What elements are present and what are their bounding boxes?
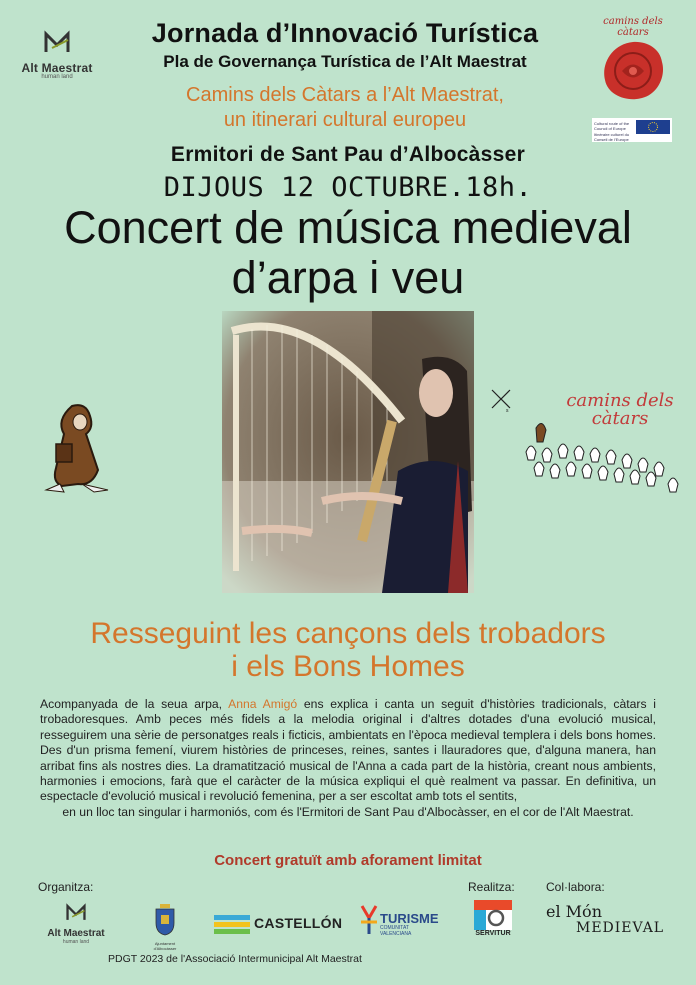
performer-name: Anna Amigó xyxy=(228,697,298,711)
monk-walking-icon xyxy=(42,400,112,496)
program-subtitle-line-2: i els Bons Homes xyxy=(231,650,465,683)
collaborator-label: Col·labora: xyxy=(546,880,605,894)
mon-medieval-line-1: el Món xyxy=(546,902,602,921)
route-line-1: Camins dels Càtars a l’Alt Maestrat, xyxy=(186,84,504,106)
description-closing: en un lloc tan singular i harmoniós, com és l'Ermitori de Sant Pau d'Albocàsser, en el cor de l'Alt Maestrat. xyxy=(62,804,634,819)
harpist-photo-image xyxy=(222,311,474,593)
svg-text:s: s xyxy=(506,408,509,412)
servitur-icon xyxy=(474,900,512,930)
free-admission-notice: Concert gratuït amb aforament limitat xyxy=(214,852,482,869)
event-date: DIJOUS 12 OCTUBRE.18h. xyxy=(163,172,533,203)
compass-icon xyxy=(488,386,514,412)
venue: Ermitori de Sant Pau d’Albocàsser xyxy=(170,143,526,166)
producer-label: Realitza: xyxy=(468,880,515,894)
albocasser-coat-of-arms xyxy=(152,902,178,951)
footer-alt-maestrat-logo xyxy=(40,903,112,945)
castellon-text: CASTELLÓN xyxy=(254,915,343,931)
concert-title-line-2: d’arpa i veu xyxy=(231,252,465,303)
coe-text-1: Cultural route of the Council of Europe xyxy=(594,121,630,131)
route-line-2: un itinerari cultural europeu xyxy=(223,109,467,131)
cathar-illustration-label: camins dels càtars xyxy=(566,390,674,429)
turisme-subtext: COMUNITAT VALENCIANA xyxy=(380,925,412,937)
coat-of-arms-caption: Ajuntament d'Albocàsser xyxy=(153,941,177,951)
event-series-title: Jornada d’Innovació Turística xyxy=(151,18,539,48)
description-main: ens explica i canta un seguit d'històries tradicionals, càtars i trobadoresques. Amb peces més fidels a la melodia original i d'altres dotades d'una evolució musical, resseguirem una sèrie de personatges reals i ficticis, ambientats en l'època medieval templera i dels bons homes. Des d'un prisma femení, viurem històries de princeses, reines, santes i llauradores que, d'alguna manera, han arribat fins als nostres dies. La dramatització musical de l'Anna a cada part de la història, creant nous ambients, harmonies i emocions, farà que el caràcter de la música expliqui el què realment va passar. En definitiva, un espectacle d'evolució musical i revolució femenina, per a ser escoltat amb tots el sentits, xyxy=(40,697,656,804)
harpist-photo xyxy=(222,311,474,593)
coat-of-arms-icon xyxy=(154,902,176,936)
turisme-star-icon xyxy=(358,902,380,936)
description-intro: Acompanyada de la seua arpa, xyxy=(40,697,229,711)
funding-credit: PDGT 2023 de l'Associació Intermunicipal Alt Maestrat xyxy=(108,953,362,965)
castellon-logo xyxy=(214,913,343,935)
turisme-text: TURISME xyxy=(380,911,439,926)
coe-text-2: Itinéraire culturel du Conseil de l’Europe xyxy=(594,132,630,142)
program-description xyxy=(40,697,656,820)
alt-maestrat-mark-icon xyxy=(42,30,72,56)
logo-tagline: human land xyxy=(41,74,73,80)
servitur-text: SERVITUR xyxy=(475,930,511,937)
alt-maestrat-logo xyxy=(12,30,102,80)
servitur-logo xyxy=(474,900,512,940)
seal-label: camins dels càtars xyxy=(603,16,663,38)
camins-seal xyxy=(592,16,674,109)
council-of-europe-badge xyxy=(592,118,672,142)
footer-alt-maestrat-mark-icon xyxy=(63,903,89,923)
mon-medieval-line-2: MEDIEVAL xyxy=(576,920,665,936)
organizer-label: Organitza: xyxy=(38,880,94,894)
castellon-stripes-icon xyxy=(214,913,250,935)
program-subtitle-line-1: Resseguint les cançons dels trobadors xyxy=(90,617,606,650)
concert-title-line-1: Concert de música medieval xyxy=(64,202,632,253)
mon-medieval-logo xyxy=(546,904,670,938)
plan-subtitle: Pla de Governança Turística de l’Alt Maestrat xyxy=(163,52,527,71)
footer-logo-tagline: human land xyxy=(62,939,90,945)
logo-name: Alt Maestrat xyxy=(21,61,93,75)
turisme-cv-logo xyxy=(358,902,438,938)
wax-seal-icon xyxy=(598,38,668,104)
footer-logo-name: Alt Maestrat xyxy=(47,928,105,939)
